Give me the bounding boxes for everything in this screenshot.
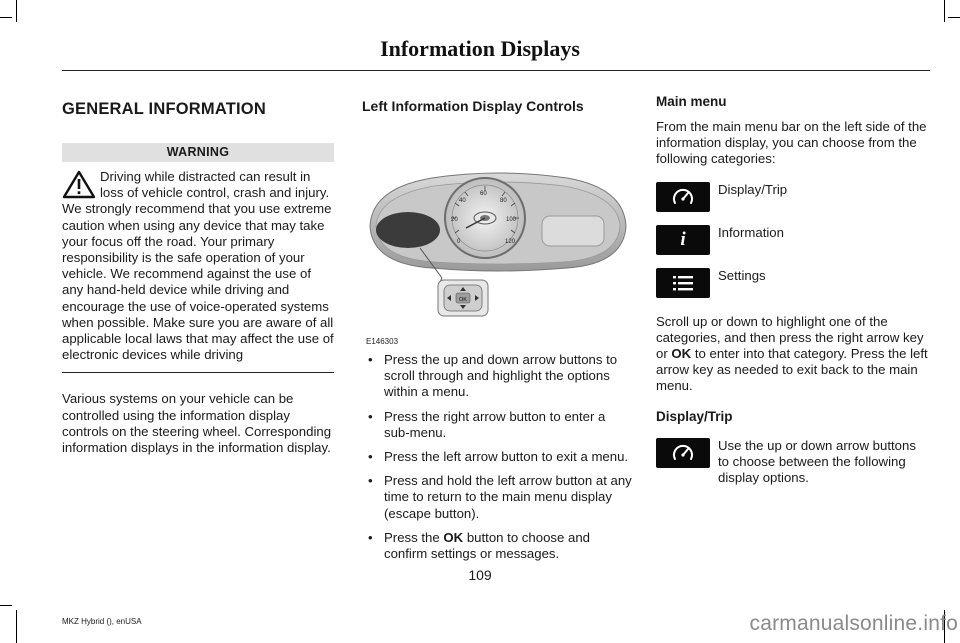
left-display-screen	[376, 212, 440, 248]
list-item: • Press the OK button to choose and confirm settings or messages.	[368, 529, 591, 562]
list-icon	[656, 268, 710, 298]
menu-item-display-trip	[656, 182, 930, 212]
section-heading: Main menu	[656, 94, 727, 109]
list-item: • Press and hold the left arrow button at any time to return to the main menu display (escape button).	[368, 473, 632, 521]
speedo-tick-label: 100	[506, 217, 517, 223]
display-trip-text: Use the up or down arrow buttons to choose between the following display options.	[718, 437, 916, 486]
info-icon: i	[656, 225, 710, 255]
section-heading: Left Information Display Controls	[362, 98, 584, 114]
instrument-cluster-illustration	[362, 116, 634, 326]
instrument-cluster-figure	[362, 116, 634, 346]
gauge-icon	[656, 182, 710, 212]
column-left-display-controls	[362, 94, 634, 570]
list-item: • Press the right arrow button to enter a sub-menu.	[368, 408, 606, 440]
crop-mark	[0, 17, 12, 18]
warning-rule	[62, 372, 334, 373]
list-item: • Press the left arrow button to exit a menu.	[368, 449, 629, 465]
document-code: MKZ Hybrid (), enUSA	[62, 617, 142, 626]
crop-mark	[16, 0, 17, 22]
figure-code: E146303	[366, 337, 399, 346]
controls-list	[362, 352, 634, 562]
crop-mark	[948, 17, 960, 18]
page-header-title: Information Displays	[380, 36, 580, 61]
display-trip-row	[656, 438, 930, 487]
menu-item-label: Information	[718, 224, 784, 240]
warning-banner: WARNING	[62, 143, 334, 162]
column-general-information	[62, 94, 334, 456]
speedo-tick-label: 40	[459, 198, 466, 204]
gauge-icon	[656, 438, 710, 468]
speedo-tick-label: 80	[500, 198, 507, 204]
menu-item-information	[656, 225, 930, 255]
speedo-tick-label: 20	[451, 217, 458, 223]
page-number: 109	[468, 567, 492, 583]
header-rule	[62, 70, 930, 71]
warning-body	[62, 169, 334, 363]
warning-triangle-icon	[62, 169, 96, 199]
scroll-paragraph: Scroll up or down to highlight one of the categories, and then press the right arrow key or OK to enter into that category. Press the left arrow key as needed to exit back to the main menu.	[656, 313, 928, 394]
speedo-tick-label: 60	[480, 191, 487, 197]
intro-paragraph: From the main menu bar on the left side of the information display, you can choose from the following categories:	[656, 119, 927, 167]
menu-item-settings	[656, 268, 930, 298]
crop-mark	[0, 605, 12, 606]
crop-mark	[944, 0, 945, 22]
subsection-heading: Display/Trip	[656, 408, 733, 424]
warning-text: Driving while distracted can result in loss of vehicle control, crash and injury. We strongly recommend that you use extreme caution when using any device that may take your focus off the road. Your primary responsibility is the safe operation of your vehicle. We recommend against the use of any hand-held device while driving and encourage the use of voice-operated systems when possible. Make sure you are aware of all applicable local laws that may affect the use of electronic devices while driving	[62, 169, 334, 363]
menu-item-label: Settings	[718, 267, 766, 283]
body-paragraph: Various systems on your vehicle can be controlled using the information display controls on the steering wheel. Corresponding information displays in the information display.	[62, 391, 332, 456]
speedo-tick-label: 0	[457, 239, 461, 245]
watermark: carmanualsonline.info	[749, 612, 958, 635]
ok-button-label: OK	[459, 297, 467, 303]
speedo-tick-label: 120	[505, 239, 516, 245]
section-heading: GENERAL INFORMATION	[62, 100, 266, 118]
list-item: • Press the up and down arrow buttons to scroll through and highlight the options within a menu.	[368, 352, 618, 400]
menu-item-label: Display/Trip	[718, 181, 788, 197]
crop-mark	[16, 610, 17, 643]
column-main-menu	[656, 94, 930, 486]
